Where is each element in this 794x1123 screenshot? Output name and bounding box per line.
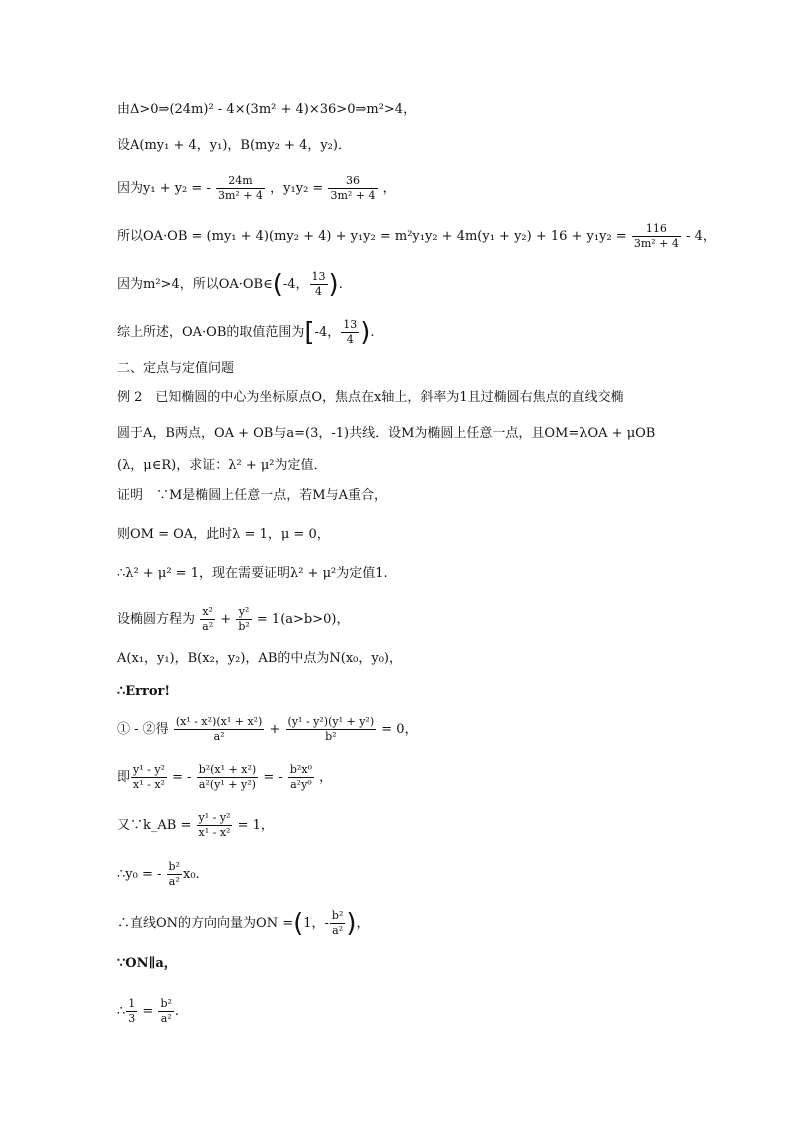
fraction (167, 860, 182, 889)
numerator: y¹ - y² (198, 811, 231, 824)
text: + (269, 722, 281, 737)
fraction (632, 222, 681, 251)
fraction (126, 997, 137, 1026)
fraction (131, 763, 167, 792)
text: = (142, 1004, 154, 1019)
fraction (236, 605, 251, 634)
proof-line-2: 则OM = OA，此时λ = 1，μ = 0， (117, 527, 330, 542)
example-line-1: 例 2 已知椭圆的中心为坐标原点O，焦点在x轴上，斜率为1且过椭圆右焦点的直线交椭 (117, 390, 624, 405)
denominator: 3m² + 4 (330, 189, 376, 202)
proof-line-slope (117, 763, 332, 792)
numerator: 24m (216, 174, 265, 189)
solution-line-conclusion: 综上所述，OA·OB的取值范围为[-4， $\frac{13}{4}$ ). (117, 317, 375, 348)
fraction (286, 715, 377, 744)
denominator: a² (168, 875, 180, 888)
text: 又∵k_AB = (117, 818, 192, 833)
proof-line-subtract (117, 715, 418, 744)
numerator: x² (200, 605, 215, 620)
numerator: 116 (632, 222, 681, 237)
fraction (197, 763, 258, 792)
numerator: (x¹ - x²)(x¹ + x²) (175, 715, 263, 728)
text: - 4， (686, 229, 716, 244)
fraction (216, 174, 265, 203)
fraction (158, 997, 173, 1026)
text: ，y₁y₂ = (270, 181, 324, 196)
numerator: b² (160, 997, 172, 1010)
text: = 1(a>b>0)， (256, 612, 350, 627)
denominator: 3m² + 4 (217, 189, 264, 202)
numerator: b²x⁰ (289, 763, 312, 776)
numerator: (y¹ - y²)(y¹ + y²) (287, 715, 375, 728)
proof-line-1: 证明 ∵M是椭圆上任意一点，若M与A重合， (117, 488, 388, 503)
solution-line-vieta (117, 174, 396, 203)
denominator: a²y⁰ (290, 778, 312, 791)
text: = - (263, 770, 283, 785)
denominator: 3 (128, 1012, 136, 1025)
proof-line-error: ∴Error! (117, 684, 171, 699)
numerator: 13 (343, 318, 358, 331)
text: + (220, 612, 232, 627)
fraction (288, 763, 314, 792)
paren-left: ( (272, 269, 283, 300)
text: = 0， (381, 722, 418, 737)
text: . (174, 1004, 180, 1019)
proof-line-y0 (117, 860, 200, 889)
text: 设椭圆方程为 (117, 612, 196, 627)
proof-line-points: A(x₁，y₁)，B(x₂，y₂)，AB的中点为N(x₀，y₀)， (117, 651, 402, 666)
text: 1，- (303, 916, 329, 931)
numerator: y² (236, 605, 251, 620)
solution-line-dot-product (117, 222, 716, 251)
text: ① - ②得 (117, 722, 169, 737)
proof-line-ellipse-equation (117, 605, 349, 634)
proof-line-direction (117, 909, 370, 938)
text: 即 (117, 770, 131, 785)
text: ， (356, 916, 370, 931)
paren-right: ) (360, 317, 371, 348)
numerator: 1 (128, 997, 136, 1010)
paren-right: ) (346, 908, 357, 939)
fraction (341, 318, 359, 347)
text: ∴直线ON的方向向量为ON = (117, 916, 294, 931)
fraction (200, 605, 215, 634)
denominator: b² (238, 620, 250, 633)
proof-line-kab (117, 811, 274, 840)
numerator: y¹ - y² (133, 763, 165, 776)
numerator: 13 (311, 270, 326, 283)
example-line-3: (λ，μ∈R)，求证：λ² + μ²为定值． (117, 458, 327, 473)
denominator: b² (325, 730, 337, 743)
denominator: x¹ - x² (198, 826, 231, 839)
section-heading: 二、定点与定值问题 (117, 361, 235, 376)
solution-line-range: 因为m²>4，所以OA·OB∈(-4， $\frac{13}{4}$ ). (117, 269, 343, 300)
denominator: a² (332, 924, 344, 937)
proof-line-3: ∴λ² + μ² = 1，现在需要证明λ² + μ²为定值1. (117, 566, 388, 581)
example-line-2: 圆于A，B两点，OA + OB与a=(3，-1)共线．设M为椭圆上任意一点，且OM=λOA + μOB (117, 426, 656, 441)
fraction (330, 909, 345, 938)
text: ∴ (117, 1004, 126, 1019)
text: = - (172, 770, 192, 785)
denominator: a² (202, 620, 214, 633)
text: x₀. (182, 867, 200, 882)
numerator: b² (331, 909, 344, 922)
denominator: a² (213, 730, 225, 743)
bracket-left: [ (304, 317, 315, 348)
text: -4， (282, 277, 309, 292)
text: 所以OA·OB = (my₁ + 4)(my₂ + 4) + y₁y₂ = m²y₁y₂ + 4m(y₁ + y₂) + 16 + y₁y₂ = (117, 229, 627, 244)
denominator: 4 (346, 333, 354, 346)
text: ， (319, 770, 333, 785)
text: ， (382, 181, 396, 196)
solution-line-points: 设A(my₁ + 4，y₁)，B(my₂ + 4，y₂)． (117, 138, 351, 153)
fraction (197, 811, 233, 840)
denominator: 4 (315, 285, 323, 298)
proof-line-ratio (117, 997, 179, 1026)
numerator: b²(x¹ + x²) (198, 763, 257, 776)
fraction (328, 174, 377, 203)
paren-right: ) (328, 269, 339, 300)
denominator: 3m² + 4 (633, 237, 679, 250)
solution-line-delta: 由Δ>0⇒(24m)² - 4×(3m² + 4)×36>0⇒m²>4， (117, 102, 417, 117)
text: 综上所述，OA·OB的取值范围为 (117, 325, 305, 340)
text: -4， (314, 325, 341, 340)
text: 因为y₁ + y₂ = - (117, 181, 211, 196)
text: 因为m²>4，所以OA·OB∈ (117, 277, 273, 292)
proof-line-parallel: ∵ON∥a， (117, 956, 177, 971)
text: = 1， (237, 818, 274, 833)
denominator: a²(y¹ + y²) (198, 778, 256, 791)
denominator: a² (160, 1012, 172, 1025)
fraction (174, 715, 265, 744)
denominator: x¹ - x² (133, 778, 165, 791)
numerator: b² (168, 860, 180, 873)
fraction (310, 270, 328, 299)
text: ∴y₀ = - (117, 867, 162, 882)
paren-left: ( (293, 908, 304, 939)
numerator: 36 (328, 174, 377, 189)
